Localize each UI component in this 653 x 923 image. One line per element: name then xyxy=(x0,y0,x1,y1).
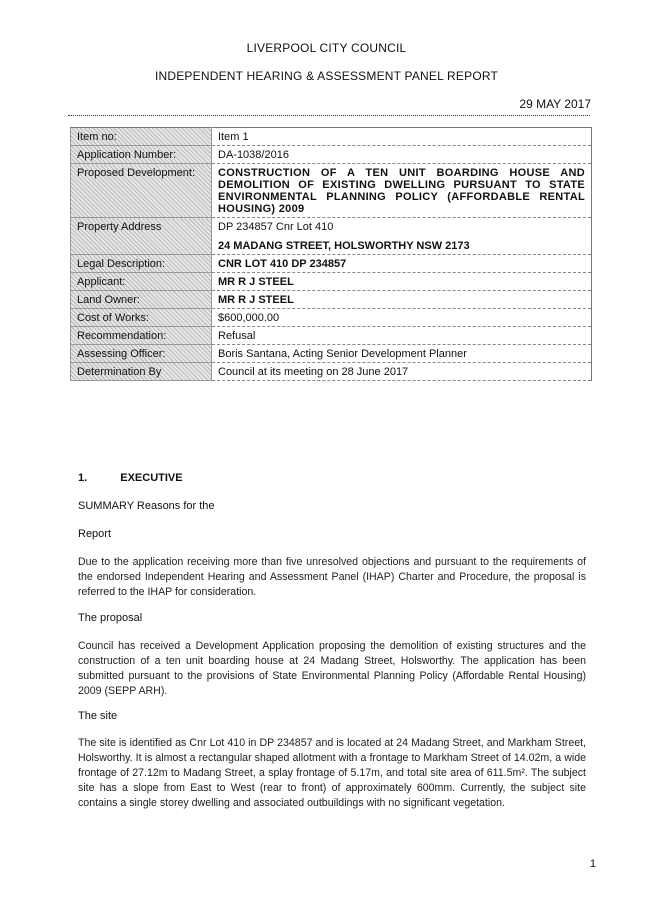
row-label: Applicant: xyxy=(71,273,212,291)
table-row xyxy=(71,164,592,218)
table-row xyxy=(71,255,592,273)
site-paragraph: The site is identified as Cnr Lot 410 in DP 234857 and is located at 24 Madang Street, and Markham Street, Holsworthy. It is almost a rectangular shaped allotment with a frontage to Markham Street of 14.02m, a wide frontage of 27.12m to Madang Street, a splay frontage of 5.17m, and total site area of 611.5m². The subject site has a slope from East to West (rear to front) of approximately 600mm. Currently, the subject site contains a single storey dwelling and associated outbuildings with no significant vegetation. xyxy=(78,737,586,809)
row-label: Application Number: xyxy=(71,146,212,164)
header-divider xyxy=(68,115,590,116)
section-heading xyxy=(78,472,183,484)
reasons-paragraph: Due to the application receiving more than five unresolved objections and pursuant to the requirements of the endorsed Independent Hearing and Assessment Panel (IHAP) Charter and Procedure, the proposal is referred to the IHAP for consideration. xyxy=(78,556,586,598)
section-number: 1. xyxy=(78,472,88,484)
report-title: INDEPENDENT HEARING & ASSESSMENT PANEL REPORT xyxy=(154,69,499,83)
summary-line: SUMMARY Reasons for the xyxy=(78,500,215,512)
application-details-table xyxy=(70,127,592,381)
row-value: CONSTRUCTION OF A TEN UNIT BOARDING HOUSE AND DEMOLITION OF EXISTING DWELLING PURSUANT TO STATE ENVIRONMENTAL PLANNING POLICY (AFFORDABLE RENTAL HOUSING) 2009 xyxy=(212,164,592,218)
report-heading: Report xyxy=(78,528,112,540)
page-number: 1 xyxy=(589,858,596,870)
table-row xyxy=(71,273,592,291)
section-title: EXECUTIVE xyxy=(120,472,183,484)
table-row xyxy=(71,309,592,327)
row-value xyxy=(212,218,592,255)
row-label: Assessing Officer: xyxy=(71,345,212,363)
proposal-paragraph: Council has received a Development Application proposing the demolition of existing structures and the construction of a ten unit boarding house at 24 Madang Street, Holsworthy. The application has been submitted pursuant to the provisions of State Environmental Planning Policy (Affordable Rental Housing) 2009 (SEPP ARH). xyxy=(78,640,586,697)
row-value: DA-1038/2016 xyxy=(212,146,592,164)
council-name: LIVERPOOL CITY COUNCIL xyxy=(246,41,407,55)
table-row xyxy=(71,218,592,255)
site-heading: The site xyxy=(78,710,118,722)
property-lot: DP 234857 Cnr Lot 410 xyxy=(218,221,334,233)
row-value: MR R J STEEL xyxy=(212,273,592,291)
row-value: CNR LOT 410 DP 234857 xyxy=(212,255,592,273)
property-street-address: 24 MADANG STREET, HOLSWORTHY NSW 2173 xyxy=(218,240,470,252)
row-label: Recommendation: xyxy=(71,327,212,345)
row-label: Land Owner: xyxy=(71,291,212,309)
row-value: Item 1 xyxy=(212,128,592,146)
row-value: Refusal xyxy=(212,327,592,345)
proposal-heading: The proposal xyxy=(78,612,143,624)
row-value: Boris Santana, Acting Senior Development Planner xyxy=(212,345,592,363)
row-label: Legal Description: xyxy=(71,255,212,273)
row-value: MR R J STEEL xyxy=(212,291,592,309)
table-row xyxy=(71,146,592,164)
report-date: 29 MAY 2017 xyxy=(519,97,591,111)
row-value: Council at its meeting on 28 June 2017 xyxy=(212,363,592,381)
table-row xyxy=(71,345,592,363)
row-label: Property Address xyxy=(71,218,212,255)
row-label: Cost of Works: xyxy=(71,309,212,327)
row-label: Item no: xyxy=(71,128,212,146)
row-label: Proposed Development: xyxy=(71,164,212,218)
table-row xyxy=(71,291,592,309)
row-value: $600,000.00 xyxy=(212,309,592,327)
row-label: Determination By xyxy=(71,363,212,381)
table-row xyxy=(71,128,592,146)
table-row xyxy=(71,327,592,345)
table-row xyxy=(71,363,592,381)
